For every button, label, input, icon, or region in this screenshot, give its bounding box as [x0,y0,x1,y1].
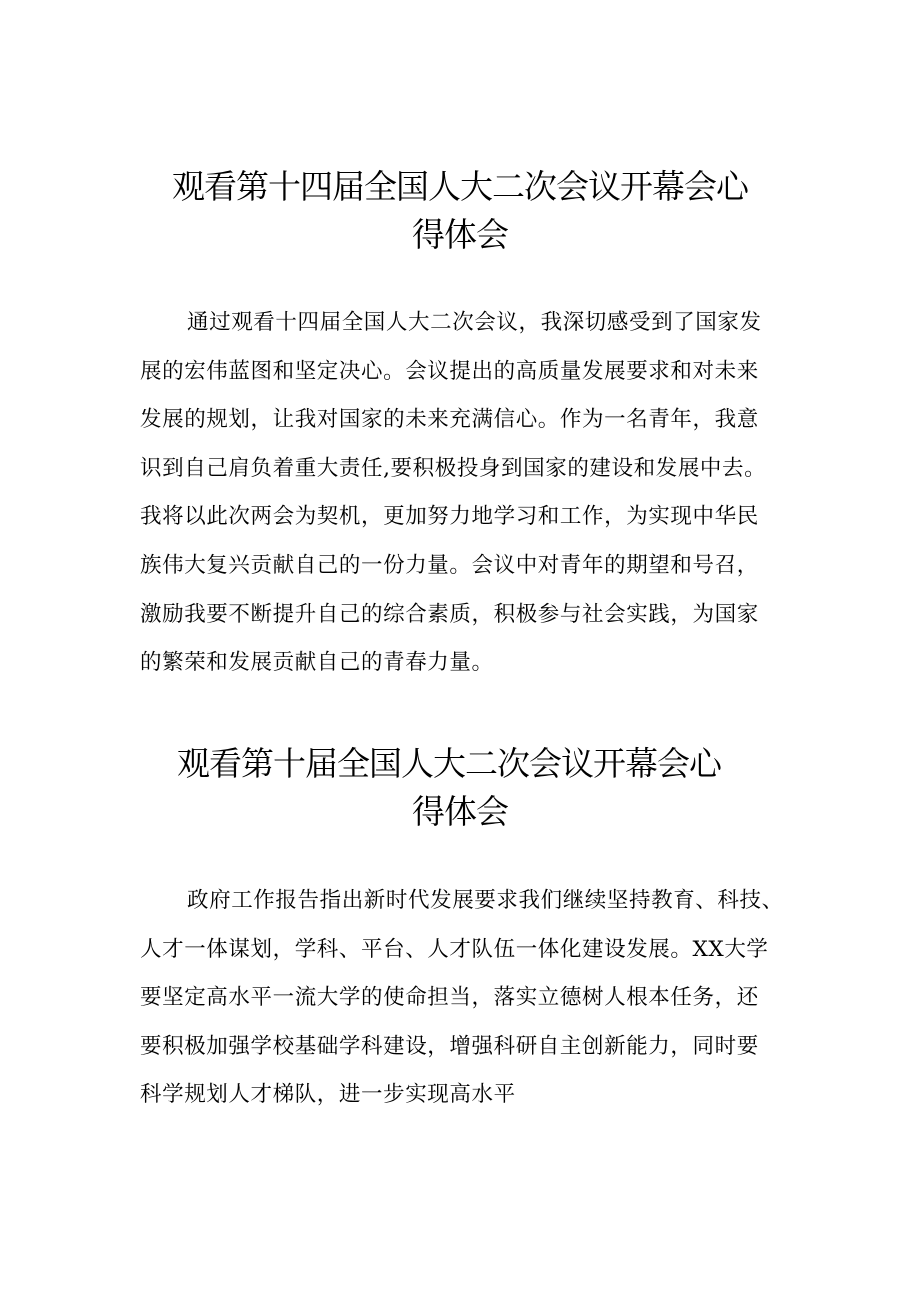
section-2-title-part-b: 届全国人大二次会议开幕会心 [305,744,721,783]
section-1-paragraph [140,299,790,688]
paragraph-line: 我将以此次两会为契机，更加努力地学习和工作，为实现中华民 [140,504,759,530]
paragraph-line: 通过观看十四届全国人大二次会议，我深切感受到了国家发 [187,310,762,335]
paragraph-line: 族伟大复兴贡献自己的一份力量。会议中对青年的期望和号召， [140,552,759,578]
section-2-title [0,740,920,836]
section-2-title-part-a: 观看第十 [177,744,305,783]
paragraph-line: 要积极加强学校基础学科建设，增强科研自主创新能力，同时要 [140,1033,759,1059]
section-1-title-line-1: 观看第十四届全国人大二次会议开幕会心 [172,167,748,206]
section-1-title [0,163,920,259]
paragraph-line: 识到自己肩负着重大责任,要积极投身到国家的建设和发展中去。 [140,455,767,481]
section-2-title-line-1 [0,740,920,788]
paragraph-line: 人才一体谋划，学科、平台、人才队伍一体化建设发展。XX大学 [140,936,769,962]
paragraph-line: 展的宏伟蓝图和坚定决心。会议提出的高质量发展要求和对未来 [140,358,759,384]
paragraph-line: 的繁荣和发展贡献自己的青春力量。 [140,650,494,676]
section-2-paragraph [140,877,790,1120]
paragraph-line: 科学规划人才梯队，进一步实现高水平 [140,1082,516,1108]
paragraph-line: 发展的规划，让我对国家的未来充满信心。作为一名青年，我意 [140,407,759,433]
paragraph-line: 要坚定高水平一流大学的使命担当，落实立德树人根本任务，还 [140,985,759,1011]
paragraph-line: 激励我要不断提升自己的综合素质，积极参与社会实践，为国家 [140,601,759,627]
paragraph-line: 政府工作报告指出新时代发展要求我们继续坚持教育、科技、 [187,888,784,913]
section-1-title-line-2: 得体会 [412,215,508,254]
section-2-title-line-2: 得体会 [412,792,508,831]
